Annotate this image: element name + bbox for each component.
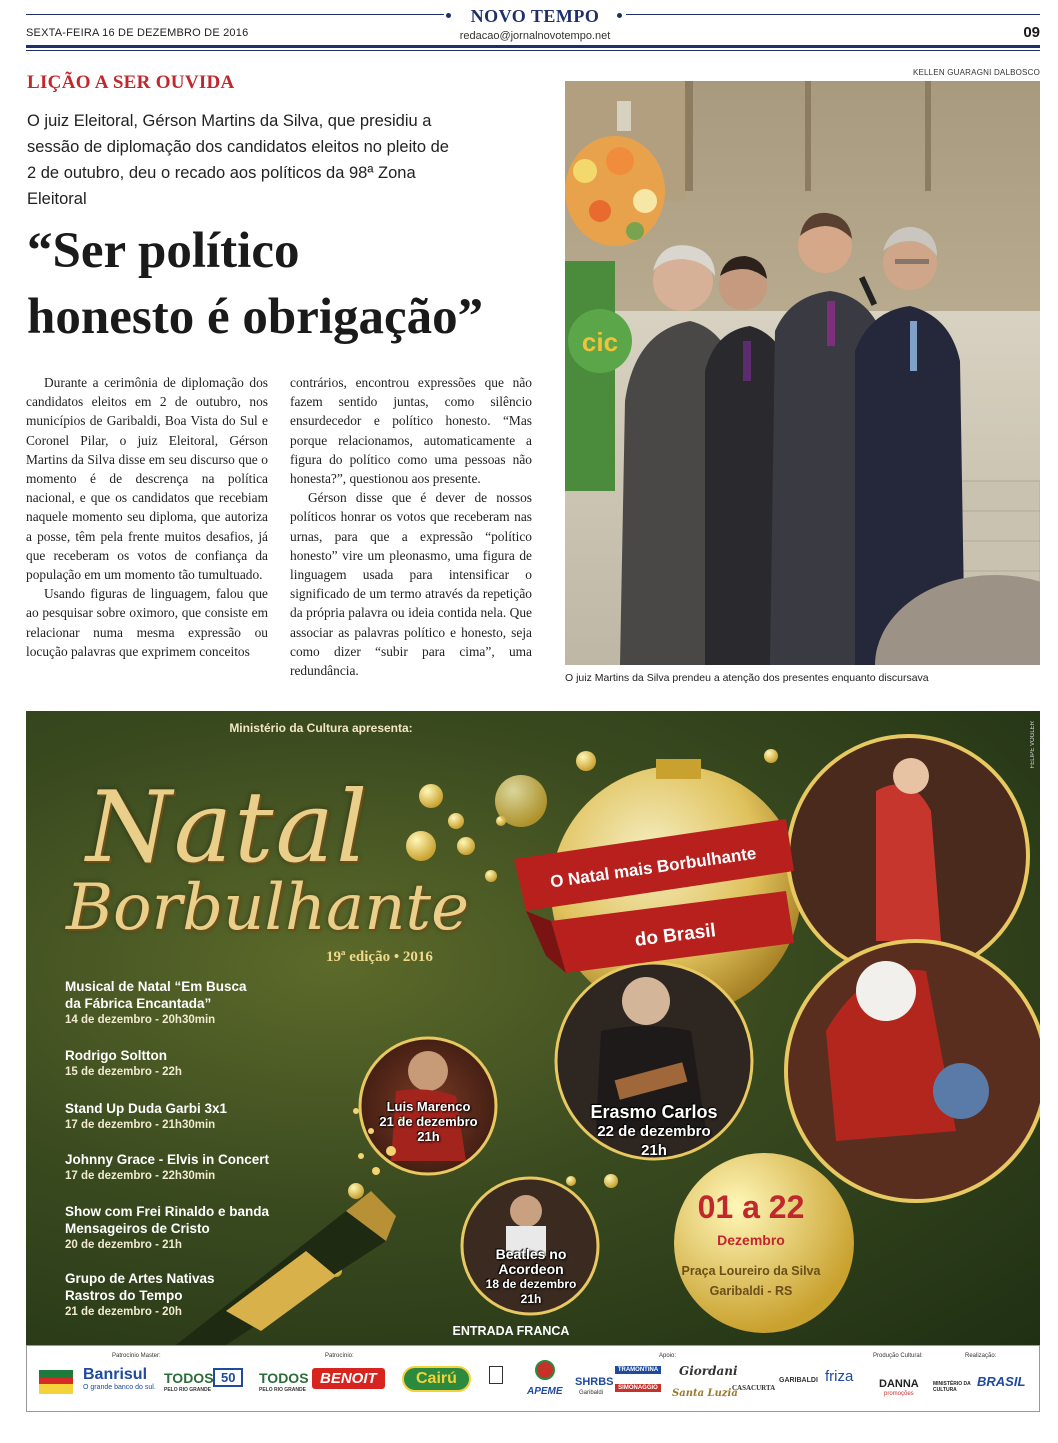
event-advertisement bbox=[26, 711, 1040, 1345]
cic-sign: cic bbox=[581, 327, 619, 357]
article-lead bbox=[27, 108, 467, 212]
todos-tagline: PELO RIO GRANDE bbox=[164, 1387, 211, 1393]
santa-luzia-logo: Santa Luzia bbox=[672, 1388, 738, 1399]
anniversary-logo: 50 bbox=[213, 1368, 243, 1387]
event-dates: 01 a 22 bbox=[697, 1189, 805, 1225]
event-item bbox=[65, 1203, 269, 1253]
lead-line: sessão de diplomação dos candidatos eleitos no pleito de bbox=[27, 138, 449, 156]
brasil-logo: BRASIL bbox=[977, 1374, 1026, 1389]
ad-presenter: Ministério da Cultura apresenta: bbox=[229, 721, 413, 735]
ministerio-logo: MINISTÉRIO DA CULTURA bbox=[933, 1381, 971, 1393]
ad-title-natal: Natal bbox=[86, 771, 370, 885]
event-date: 20 de dezembro - 21h bbox=[65, 1239, 182, 1251]
free-entry: ENTRADA FRANCA bbox=[452, 1324, 570, 1338]
shrbs-sub: Garibaldi bbox=[579, 1390, 604, 1396]
event-item bbox=[65, 1100, 227, 1133]
headline-line: honesto é obrigação” bbox=[27, 289, 484, 345]
artist-name: Acordeon bbox=[498, 1261, 564, 1277]
artist-name: Luis Marenco bbox=[386, 1099, 471, 1114]
place-line: Praça Loureiro da Silva bbox=[681, 1264, 821, 1278]
paragraph: Gérson disse que é dever de nossos políticos honrar os votos que receberam nas urnas, para que a expressão “político honesto” vire um pleonasmo, uma figura de linguagem usada para intensificar o significado de um termo através da repetição da própria palavra ou ideia contida nela. Que associar as palavras político e honesto, seja como dizer “subir para cima”, uma redundância. bbox=[290, 490, 532, 679]
photo-credit: KELLEN GUARAGNI DALBOSCO bbox=[912, 68, 1040, 77]
article-photo bbox=[565, 81, 1040, 665]
event-date: 17 de dezembro - 21h30min bbox=[65, 1119, 216, 1131]
artist-beatles-acordeon bbox=[456, 1247, 606, 1307]
event-date: 14 de dezembro - 20h30min bbox=[65, 1014, 216, 1026]
sponsors-bar bbox=[26, 1345, 1040, 1412]
event-title: Show com Frei Rinaldo e banda bbox=[65, 1204, 270, 1219]
simonaggio-logo: SIMONAGGIO bbox=[615, 1384, 661, 1392]
event-title: Mensageiros de Cristo bbox=[65, 1221, 210, 1236]
label-producao: Produção Cultural: bbox=[873, 1353, 923, 1359]
page-number: 09 bbox=[1023, 24, 1040, 41]
cairu-logo: Cairú bbox=[402, 1366, 471, 1392]
label-patrocinio-master: Patrocínio Master: bbox=[112, 1353, 161, 1359]
friza-logo: friza bbox=[825, 1368, 854, 1385]
paragraph: contrários, encontrou expressões que não fazem sentido juntas, como silêncio ensurdecedor e político honesto. “Mas porque relacionamos, automaticamente a figura do político como uma pessoas não honesta?”, questionou aos presente. bbox=[290, 375, 532, 487]
shrbs-logo: SHRBS bbox=[575, 1376, 614, 1388]
banrisul-logo: Banrisul bbox=[83, 1366, 148, 1383]
artist-time: 21h bbox=[520, 1292, 542, 1306]
header-rule-left bbox=[26, 14, 444, 15]
event-title: Stand Up Duda Garbi 3x1 bbox=[65, 1101, 228, 1116]
event-item bbox=[65, 1047, 182, 1080]
issue-date: SEXTA-FEIRA 16 DE DEZEMBRO DE 2016 bbox=[26, 27, 249, 39]
artist-time: 21h bbox=[417, 1129, 440, 1144]
header-dot-left bbox=[446, 13, 451, 18]
rs-flag-logo bbox=[39, 1370, 73, 1394]
ribbon-line-1: O Natal mais Borbulhante bbox=[549, 843, 758, 892]
lead-line: 2 de outubro, deu o recado aos políticos da 98ª Zona Eleitoral bbox=[27, 164, 416, 208]
paragraph: Durante a cerimônia de diplomação dos candidatos eleitos em 2 de outubro, nos municípios de Garibaldi, Boa Vista do Sul e Coronel Pilar, o juiz Eleitoral, Gérson Martins da Silva disse em seu discurso que o momento é de descrença na política nacional, e que os candidatos que recebiam naquele momento seu diploma, que autoriza a posse, têm pela frente muitos desafios, já que receberam os votos de confiança da população em um momento tão tumultuado. bbox=[26, 375, 268, 583]
header-rule-thin bbox=[26, 50, 1040, 51]
event-date: 21 de dezembro - 20h bbox=[65, 1306, 182, 1318]
headline-line: “Ser político bbox=[27, 223, 300, 279]
artist-name: Erasmo Carlos bbox=[590, 1102, 718, 1122]
event-title: Rodrigo Soltton bbox=[65, 1048, 167, 1063]
garibaldi-crest-icon bbox=[489, 1366, 503, 1384]
photo-scene bbox=[565, 81, 1040, 665]
ad-photo-credit: FELIPE VOGLER bbox=[1030, 721, 1036, 769]
event-title: Grupo de Artes Nativas bbox=[65, 1271, 215, 1286]
ad-title-borbulhante: Borbulhante bbox=[66, 871, 469, 945]
lead-line: O juiz Eleitoral, Gérson Martins da Silva, que presidiu a bbox=[27, 112, 432, 130]
contact-email[interactable]: redacao@jornalnovotempo.net bbox=[459, 30, 611, 42]
todos-tagline-2: PELO RIO GRANDE bbox=[259, 1387, 306, 1393]
ribbon-line-2: do Brasil bbox=[633, 920, 717, 951]
event-title: Johnny Grace - Elvis in Concert bbox=[65, 1152, 270, 1167]
apeme-logo: APEME bbox=[527, 1386, 563, 1397]
tramontina-logo: TRAMONTINA bbox=[615, 1366, 661, 1374]
event-item bbox=[65, 1270, 215, 1320]
event-title: Rastros do Tempo bbox=[65, 1288, 183, 1303]
event-title: Musical de Natal “Em Busca bbox=[65, 979, 247, 994]
artist-date: 18 de dezembro bbox=[485, 1277, 577, 1291]
event-item bbox=[65, 978, 247, 1028]
flowers bbox=[565, 136, 665, 246]
ad-edition: 19ª edição • 2016 bbox=[326, 949, 433, 965]
casacurta-logo: CASACURTA bbox=[732, 1384, 776, 1392]
danna-logo: DANNA bbox=[879, 1378, 919, 1390]
artist-date: 21 de dezembro bbox=[379, 1114, 478, 1129]
newspaper-brand: NOVO TEMPO bbox=[470, 6, 600, 26]
event-place bbox=[656, 1261, 846, 1301]
event-month: Dezembro bbox=[717, 1232, 785, 1248]
event-date: 15 de dezembro - 22h bbox=[65, 1066, 182, 1078]
label-patrocinio: Patrocínio: bbox=[325, 1353, 354, 1359]
photo-caption: O juiz Martins da Silva prendeu a atenção dos presentes enquanto discursava bbox=[565, 672, 929, 684]
label-realizacao: Realização: bbox=[965, 1353, 997, 1359]
benoit-logo: BENOIT bbox=[312, 1368, 385, 1389]
article-column-2 bbox=[290, 373, 532, 680]
event-date: 17 de dezembro - 22h30min bbox=[65, 1170, 216, 1182]
article-column-1 bbox=[26, 373, 268, 661]
header-rule-thick bbox=[26, 45, 1040, 48]
article-kicker: LIÇÃO A SER OUVIDA bbox=[27, 72, 235, 93]
artist-erasmo-carlos bbox=[554, 1103, 754, 1160]
label-apoio: Apoio: bbox=[659, 1353, 677, 1359]
danna-sub: promoções bbox=[884, 1391, 914, 1397]
apeme-seal-icon bbox=[535, 1360, 555, 1380]
garibaldi-logo: GARIBALDI bbox=[779, 1377, 818, 1384]
header-dot-right bbox=[617, 13, 622, 18]
event-title: da Fábrica Encantada” bbox=[65, 996, 212, 1011]
place-line: Garibaldi - RS bbox=[709, 1284, 793, 1298]
header-rule-right bbox=[626, 14, 1040, 15]
giordani-logo: Giordani bbox=[679, 1364, 738, 1378]
todos-logo: TODOS bbox=[164, 1370, 214, 1386]
todos-logo-2: TODOS bbox=[259, 1370, 309, 1386]
event-item bbox=[65, 1151, 269, 1184]
artist-luis-marenco bbox=[356, 1099, 501, 1144]
banrisul-tagline: O grande banco do sul. bbox=[83, 1384, 156, 1391]
article-headline bbox=[27, 218, 557, 350]
artist-time: 21h bbox=[641, 1142, 667, 1159]
artist-date: 22 de dezembro bbox=[597, 1123, 711, 1140]
paragraph: Usando figuras de linguagem, falou que ao pesquisar sobre oximoro, que consiste em relacionar numa mesma expressão ou locução palavras que exprimem conceitos bbox=[26, 586, 268, 659]
artist-name: Beatles no bbox=[495, 1246, 567, 1262]
